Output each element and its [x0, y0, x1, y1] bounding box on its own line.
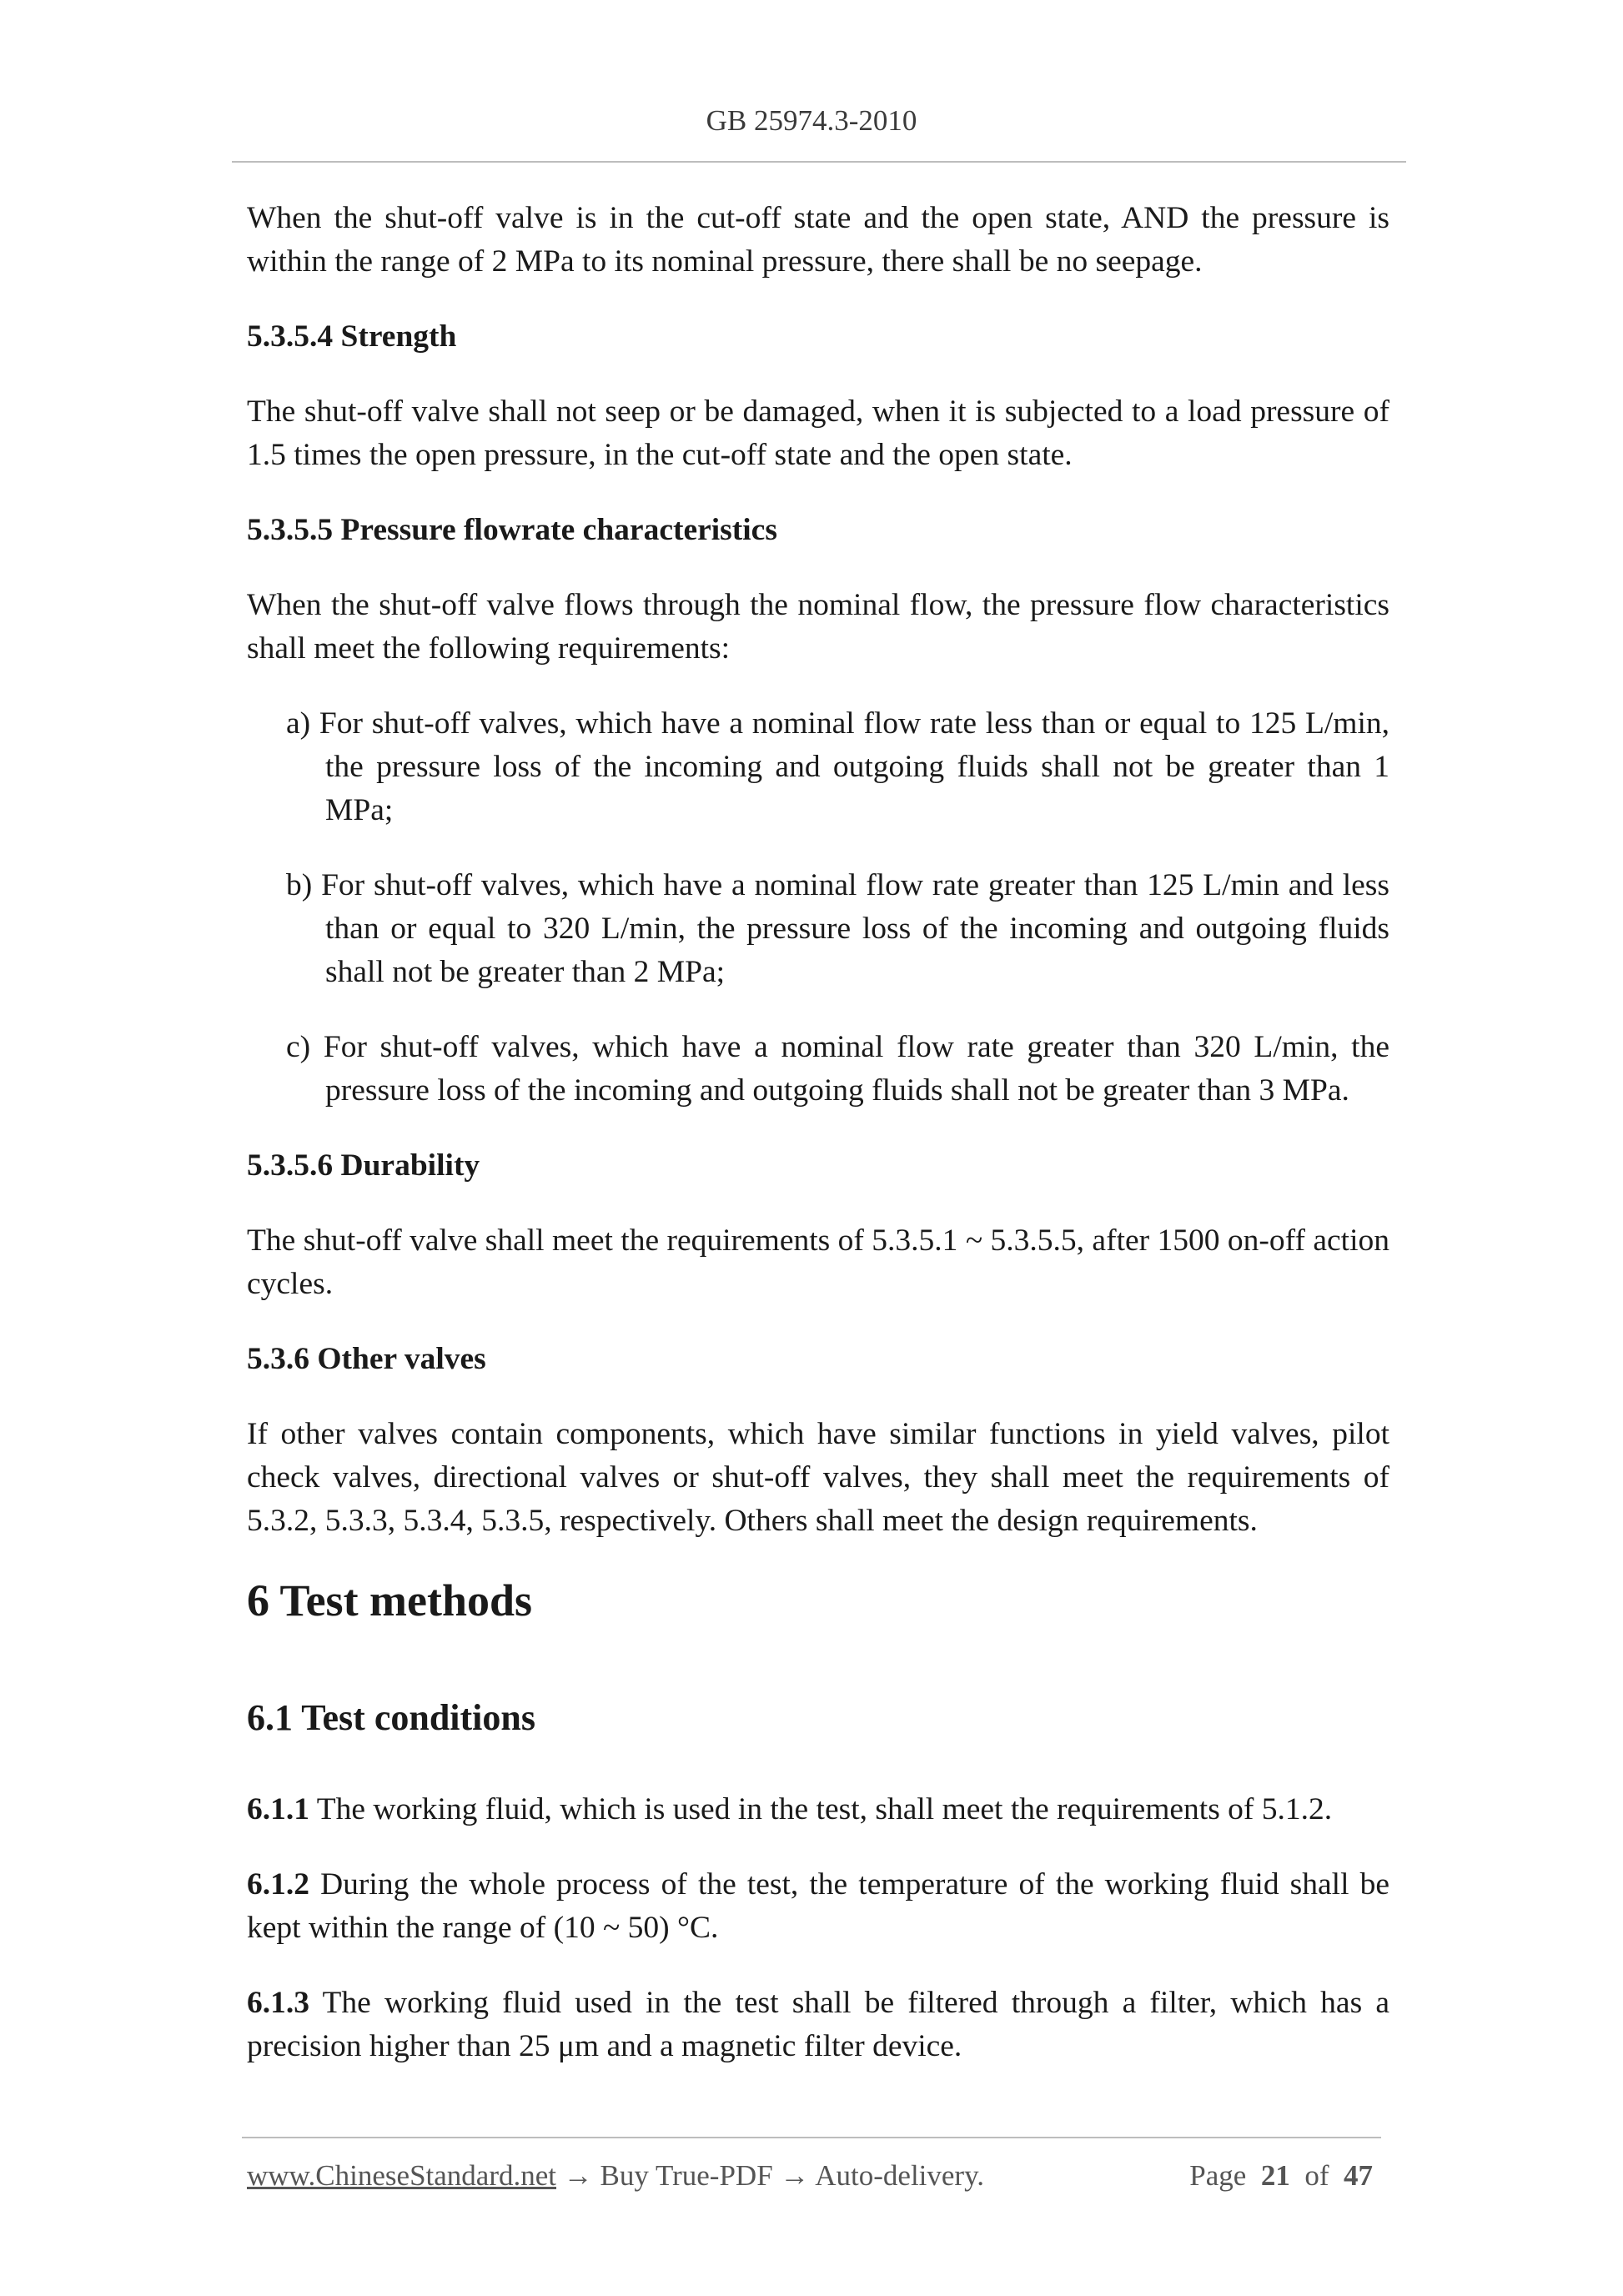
heading-6-test-methods: 6 Test methods [247, 1575, 533, 1625]
delivery-text: Auto-delivery. [815, 2159, 985, 2192]
header-divider [232, 161, 1406, 163]
page-indicator [1189, 2159, 1373, 2193]
paragraph-6-1-3 [247, 1982, 1389, 2068]
footer-divider [242, 2137, 1381, 2138]
intro-paragraph: When the shut-off valve is in the cut-off state and the open state, AND the pressure is within the range of 2 MPa to its nominal pressure, there shall be no seepage. [247, 201, 1389, 279]
heading-5-3-5-4: 5.3.5.4 Strength [247, 319, 457, 354]
page-header: GB 25974.3-2010 [706, 104, 917, 137]
heading-6-1-test-conditions: 6.1 Test conditions [247, 1697, 535, 1738]
paragraph-5-3-5-5: When the shut-off valve flows through the nominal flow, the pressure flow characteristics shall meet the following requirements: [247, 588, 1389, 666]
list-item-c: c) For shut-off valves, which have a nominal flow rate greater than 320 L/min, the pressure loss of the incoming and outgoing fluids shall not be greater than 3 MPa. [286, 1030, 1389, 1108]
clause-text: During the whole process of the test, the temperature of the working fluid shall be kept within the range of (10 ~ 50) °C. [247, 1867, 1389, 1945]
paragraph-5-3-6: If other valves contain components, which have similar functions in yield valves, pilot check valves, directional valves or shut-off valves, they shall meet the requirements of 5.3.2, 5.3.3, 5.3.4, 5.3.5, respectively. Others shall meet the design requirements. [247, 1417, 1389, 1538]
page-number: 21 [1260, 2159, 1290, 2192]
clause-text: The working fluid used in the test shall be filtered through a filter, which has a precision higher than 25 μm and a magnetic filter device. [247, 1986, 1389, 2063]
clause-number: 6.1.2 [247, 1867, 309, 1902]
heading-5-3-5-5: 5.3.5.5 Pressure flowrate characteristics [247, 513, 777, 547]
page-label: Page [1189, 2159, 1247, 2192]
paragraph-5-3-5-6: The shut-off valve shall meet the requirements of 5.3.5.1 ~ 5.3.5.5, after 1500 on-off action cycles. [247, 1223, 1389, 1301]
heading-5-3-5-6: 5.3.5.6 Durability [247, 1148, 480, 1183]
arrow-icon: → [772, 2159, 816, 2192]
list-item-a: a) For shut-off valves, which have a nominal flow rate less than or equal to 125 L/min, the pressure loss of the incoming and outgoing fluids shall not be greater than 1 MPa; [286, 706, 1389, 827]
clause-number: 6.1.3 [247, 1986, 309, 2020]
paragraph-6-1-1 [247, 1788, 1389, 1831]
list-item-b: b) For shut-off valves, which have a nominal flow rate greater than 125 L/min and less than or equal to 320 L/min, the pressure loss of the incoming and outgoing fluids shall not be greater than 2 MPa; [286, 868, 1389, 989]
document-body [247, 197, 1389, 2100]
buy-text: Buy True-PDF [600, 2159, 773, 2192]
of-label: of [1304, 2159, 1329, 2192]
heading-5-3-6: 5.3.6 Other valves [247, 1342, 486, 1376]
website-link[interactable]: www.ChineseStandard.net [247, 2159, 556, 2192]
paragraph-6-1-2 [247, 1863, 1389, 1950]
arrow-icon: → [556, 2159, 600, 2192]
page-footer [247, 2159, 1389, 2193]
total-pages: 47 [1344, 2159, 1373, 2192]
clause-text: The working fluid, which is used in the test, shall meet the requirements of 5.1.2. [309, 1792, 1333, 1826]
clause-number: 6.1.1 [247, 1792, 309, 1826]
paragraph-5-3-5-4: The shut-off valve shall not seep or be damaged, when it is subjected to a load pressure of 1.5 times the open pressure, in the cut-off state and the open state. [247, 394, 1389, 472]
